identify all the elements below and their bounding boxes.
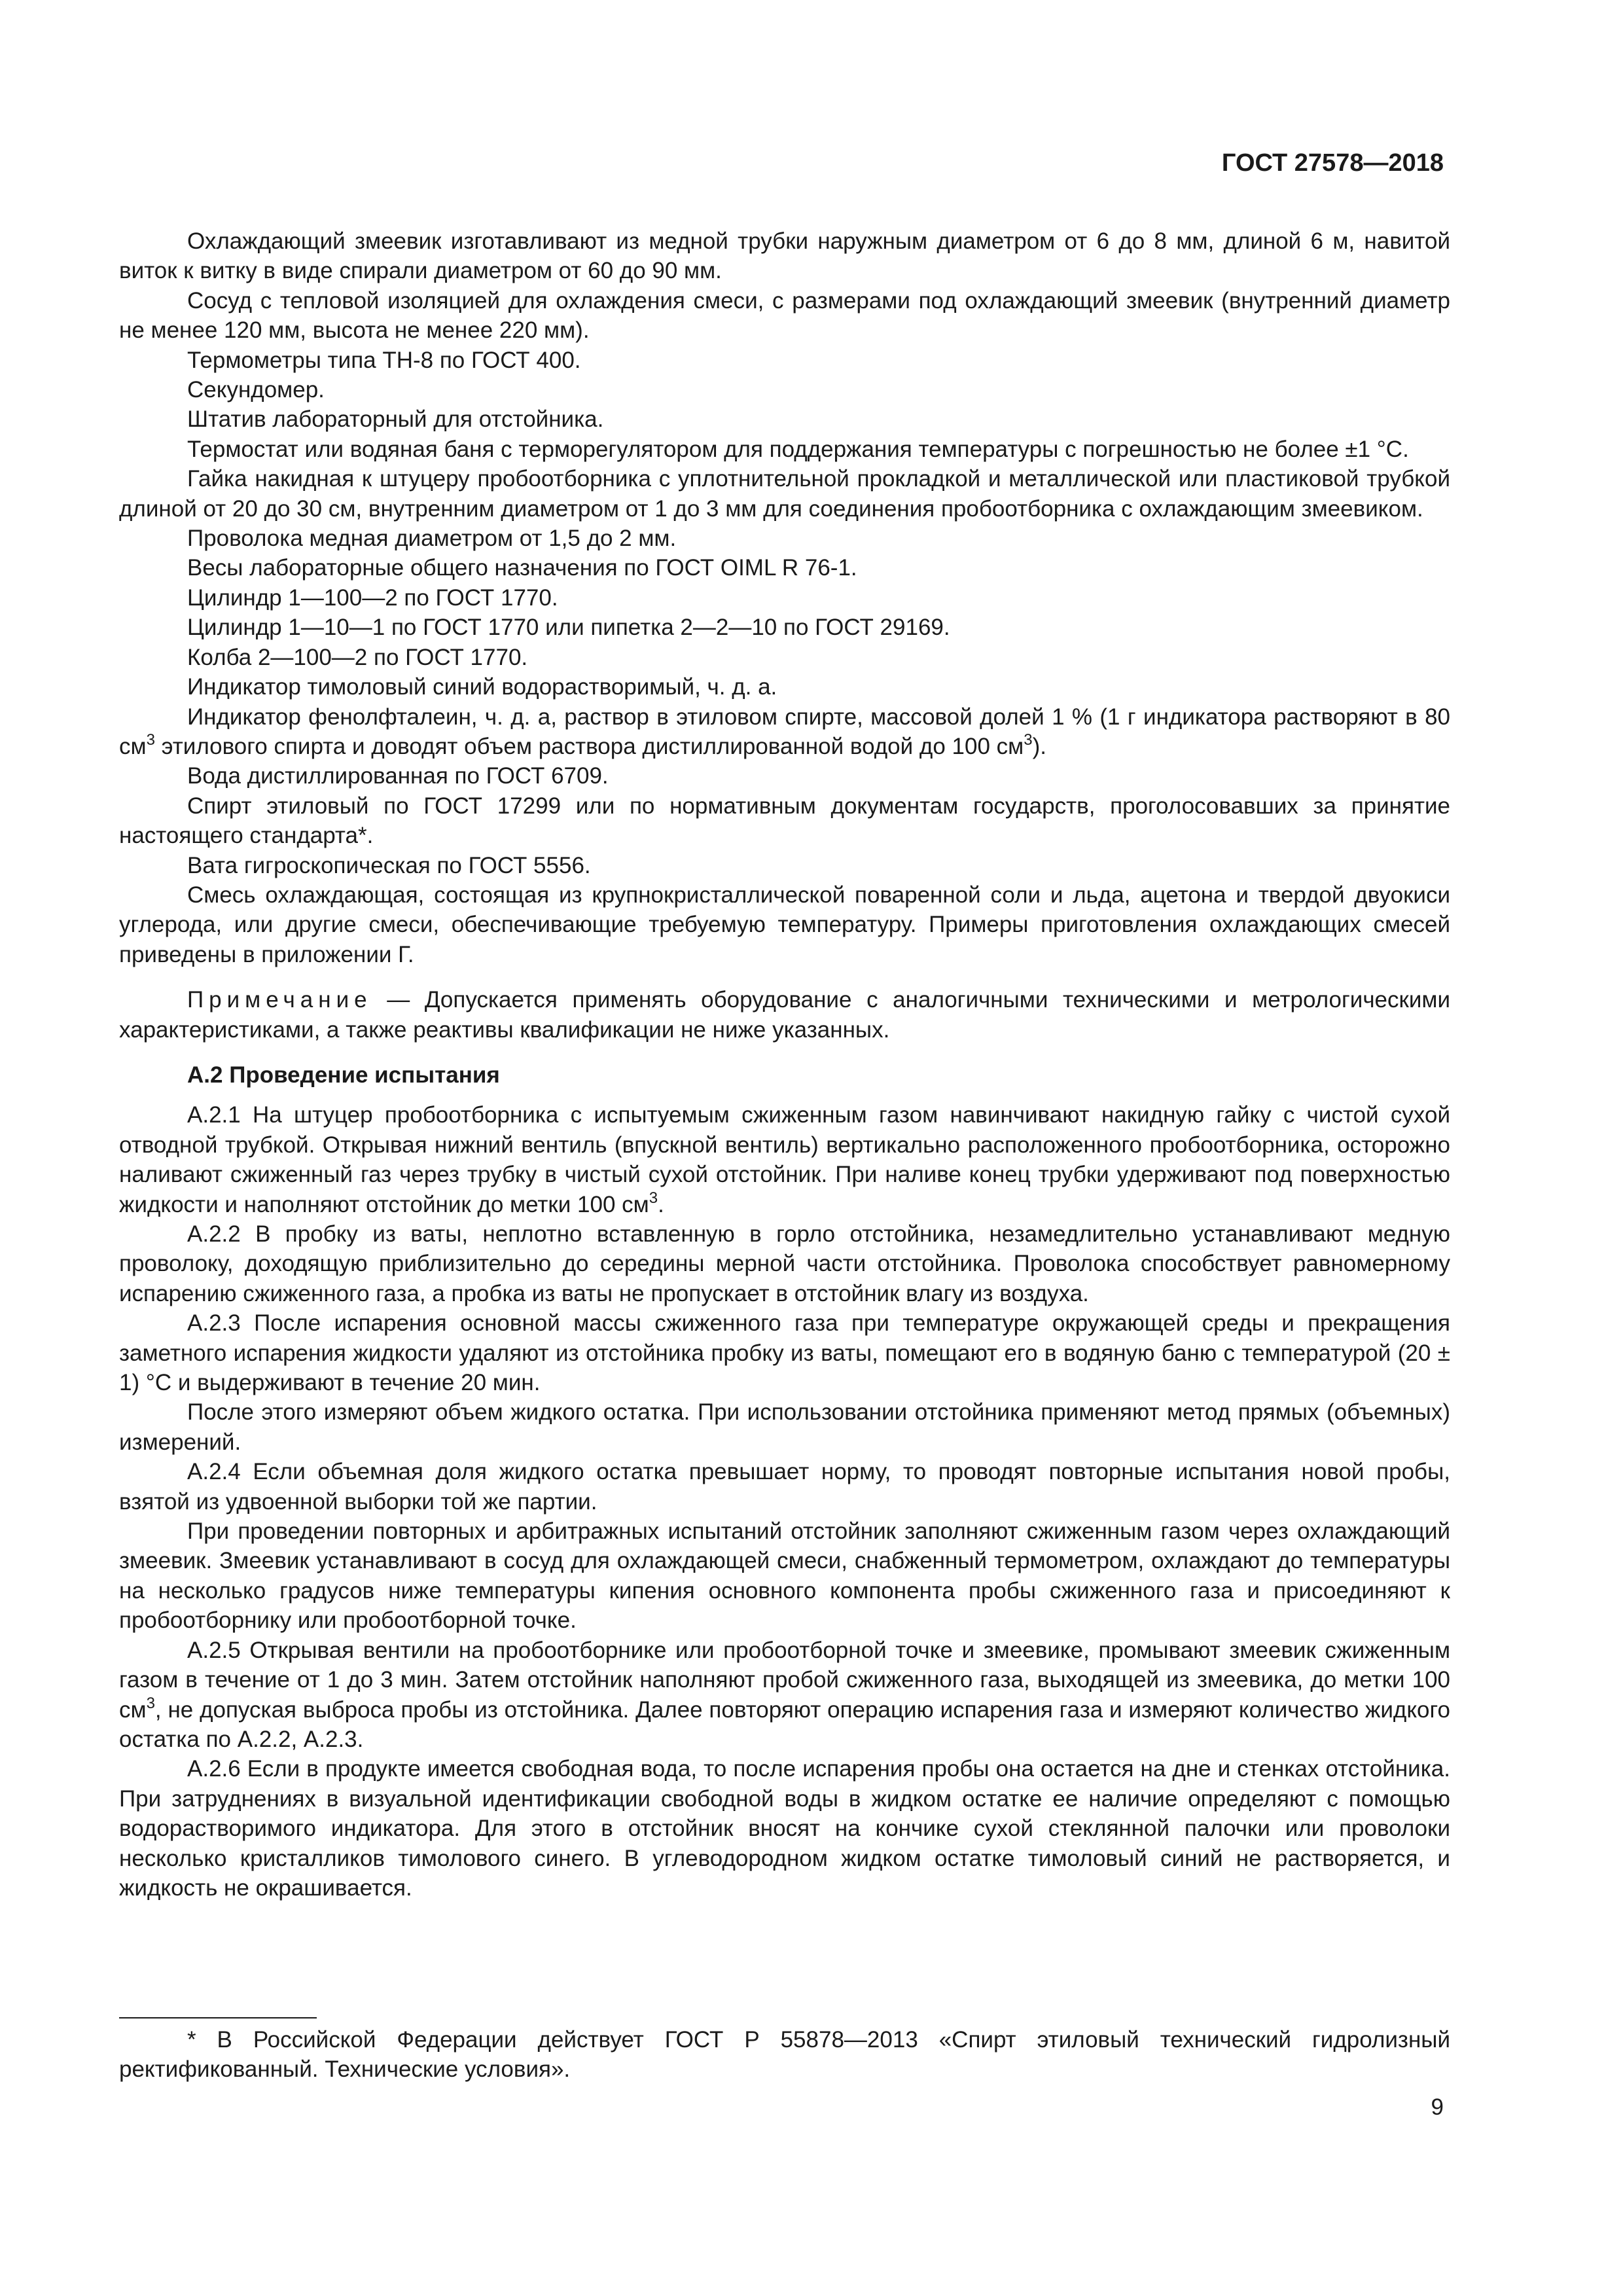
- superscript: 3: [649, 1189, 658, 1207]
- section-heading-a2: А.2 Проведение испытания: [187, 1062, 500, 1088]
- paragraph-a23-continued: После этого измеряют объем жидкого остатка. При использовании отстойника применяют метод прямых (объемных) измерений.: [119, 1399, 1450, 1455]
- footnote-separator: [119, 2017, 317, 2018]
- superscript: 3: [146, 730, 155, 749]
- paragraph-stopwatch: Секундомер.: [187, 377, 325, 403]
- note: [119, 985, 1450, 1045]
- paragraph-a24: А.2.4 Если объемная доля жидкого остатка превышает норму, то проводят повторные испытания новой пробы, взятой из удвоенной выборки той же партии.: [119, 1459, 1450, 1515]
- superscript: 3: [146, 1694, 155, 1712]
- paragraph-stand: Штатив лабораторный для отстойника.: [187, 406, 604, 433]
- superscript: 3: [1024, 730, 1033, 749]
- paragraph-thymol-indicator: Индикатор тимоловый синий водорастворимый, ч. д. а.: [187, 674, 777, 700]
- paragraph-phenolphthalein: [119, 702, 1450, 762]
- paragraph-coil: Охлаждающий змеевик изготавливают из медной трубки наружным диаметром от 6 до 8 мм, длиной 6 м, навитой виток к витку в виде спирали диаметром от 60 до 90 мм.: [119, 228, 1450, 284]
- paragraph-cylinder-100: Цилиндр 1—100—2 по ГОСТ 1770.: [187, 584, 558, 611]
- note-label: Примечание: [187, 987, 372, 1013]
- document-body: [119, 226, 1450, 1903]
- paragraph-water: Вода дистиллированная по ГОСТ 6709.: [187, 763, 609, 789]
- paragraph-scales: Весы лабораторные общего назначения по ГОСТ OIML R 76-1.: [187, 555, 857, 581]
- text-run: этилового спирта и доводят объем раствора дистиллированной водой до 100 см: [154, 733, 1024, 759]
- page-number: 9: [1431, 2094, 1444, 2120]
- paragraph-a22: А.2.2 В пробку из ваты, неплотно вставленную в горло отстойника, незамедлительно устанавливают медную проволоку, доходящую приблизительно до середины мерной части отстойника. Проволока способствует равномерному испарению сжиженного газа, а пробка из ваты не пропускает в отстойник влагу из воздуха.: [119, 1221, 1450, 1306]
- paragraph-flask: Колба 2—100—2 по ГОСТ 1770.: [187, 644, 528, 670]
- note-text: — Допускается применять оборудование с аналогичными техническими и метрологическими характеристиками, а также реактивы квалификации не ниже указанных.: [119, 987, 1450, 1043]
- paragraph-a25: [119, 1636, 1450, 1755]
- paragraph-thermostat: Термостат или водяная баня с терморегулятором для поддержания температуры с погрешностью не более ±1 °С.: [187, 436, 1409, 462]
- text-run: Индикатор фенолфталеин, ч. д. а, раствор в этиловом спирте, массовой долей 1 % (1 г индикатора растворяют в 80 см: [119, 704, 1450, 759]
- paragraph-nut: Гайка накидная к штуцеру пробоотборника с уплотнительной прокладкой и металлической или пластиковой трубкой длиной от 20 до 30 см, внутренним диаметром от 1 до 3 мм для соединения пробоотборника с охлаждающим змеевиком.: [119, 466, 1450, 522]
- paragraph-alcohol: Спирт этиловый по ГОСТ 17299 или по нормативным документам государств, проголосовавших за принятие настоящего стандарта*.: [119, 793, 1450, 849]
- text-run: , не допуская выброса пробы из отстойника. Далее повторяют операцию испарения газа и измеряют количество жидкого остатка по А.2.2, А.2.3.: [119, 1696, 1450, 1752]
- text-run: А.2.1 На штуцер пробоотборника с испытуемым сжиженным газом навинчивают накидную гайку с чистой сухой отводной трубкой. Открывая нижний вентиль (впускной вентиль) вертикально расположенного пробоотборника, осторожно наливают сжиженный газ через трубку в чистый сухой отстойник. При наливе конец трубки удерживают под поверхностью жидкости и наполняют отстойник до метки 100 см: [119, 1102, 1450, 1217]
- paragraph-cotton: Вата гигроскопическая по ГОСТ 5556.: [187, 852, 591, 878]
- paragraph-a23: А.2.3 После испарения основной массы сжиженного газа при температуре окружающей среды и прекращения заметного испарения жидкости удаляют из отстойника пробку из ваты, помещают его в водяную баню с температурой (20 ± 1) °С и выдерживают в течение 20 мин.: [119, 1310, 1450, 1396]
- paragraph-wire: Проволока медная диаметром от 1,5 до 2 мм.: [187, 526, 677, 552]
- text-run: А.2.5 Открывая вентили на пробоотборнике или пробоотборной точке и змеевике, промывают змеевик сжиженным газом в течение от 1 до 3 мин. Затем отстойник наполняют пробой сжиженного газа, выходящей из змеевика, до метки 100 см: [119, 1637, 1450, 1723]
- paragraph-cooling-mixture: Смесь охлаждающая, состоящая из крупнокристаллической поваренной соли и льда, ацетона и твердой двуокиси углерода, или другие смеси, обеспечивающие требуемую температуру. Примеры приготовления охлаждающих смесей приведены в приложении Г.: [119, 882, 1450, 967]
- paragraph-a26: А.2.6 Если в продукте имеется свободная вода, то после испарения пробы она остается на дне и стенках отстойника. При затруднениях в визуальной идентификации свободной воды в жидком остатке ее наличие определяют с помощью водорастворимого индикатора. Для этого в отстойник вносят на кончике сухой стеклянной палочки или проволоки несколько кристалликов тимолового синего. В углеводородном жидком остатке тимоловый синий не растворяется, и жидкость не окрашивается.: [119, 1756, 1450, 1901]
- paragraph-a24-continued: При проведении повторных и арбитражных испытаний отстойник заполняют сжиженным газом через охлаждающий змеевик. Змеевик устанавливают в сосуд для охлаждающей смеси, снабженный термометром, охлаждают до температуры на несколько градусов ниже температуры кипения основного компонента пробы сжиженного газа и присоединяют к пробоотборнику или пробоотборной точке.: [119, 1518, 1450, 1634]
- page-header: ГОСТ 27578—2018: [1221, 149, 1444, 177]
- footnote: * В Российской Федерации действует ГОСТ Р 55878—2013 «Спирт этиловый технический гидролизный ректификованный. Технические условия».: [119, 2027, 1450, 2083]
- text-run: .: [658, 1191, 664, 1217]
- paragraph-thermometers: Термометры типа ТН-8 по ГОСТ 400.: [187, 347, 581, 373]
- paragraph-a21: [119, 1100, 1450, 1219]
- paragraph-cylinder-10: Цилиндр 1—10—1 по ГОСТ 1770 или пипетка 2—2—10 по ГОСТ 29169.: [187, 615, 950, 641]
- paragraph-vessel: Сосуд с тепловой изоляцией для охлаждения смеси, с размерами под охлаждающий змеевик (внутренний диаметр не менее 120 мм, высота не менее 220 мм).: [119, 287, 1450, 344]
- text-run: ).: [1032, 733, 1046, 759]
